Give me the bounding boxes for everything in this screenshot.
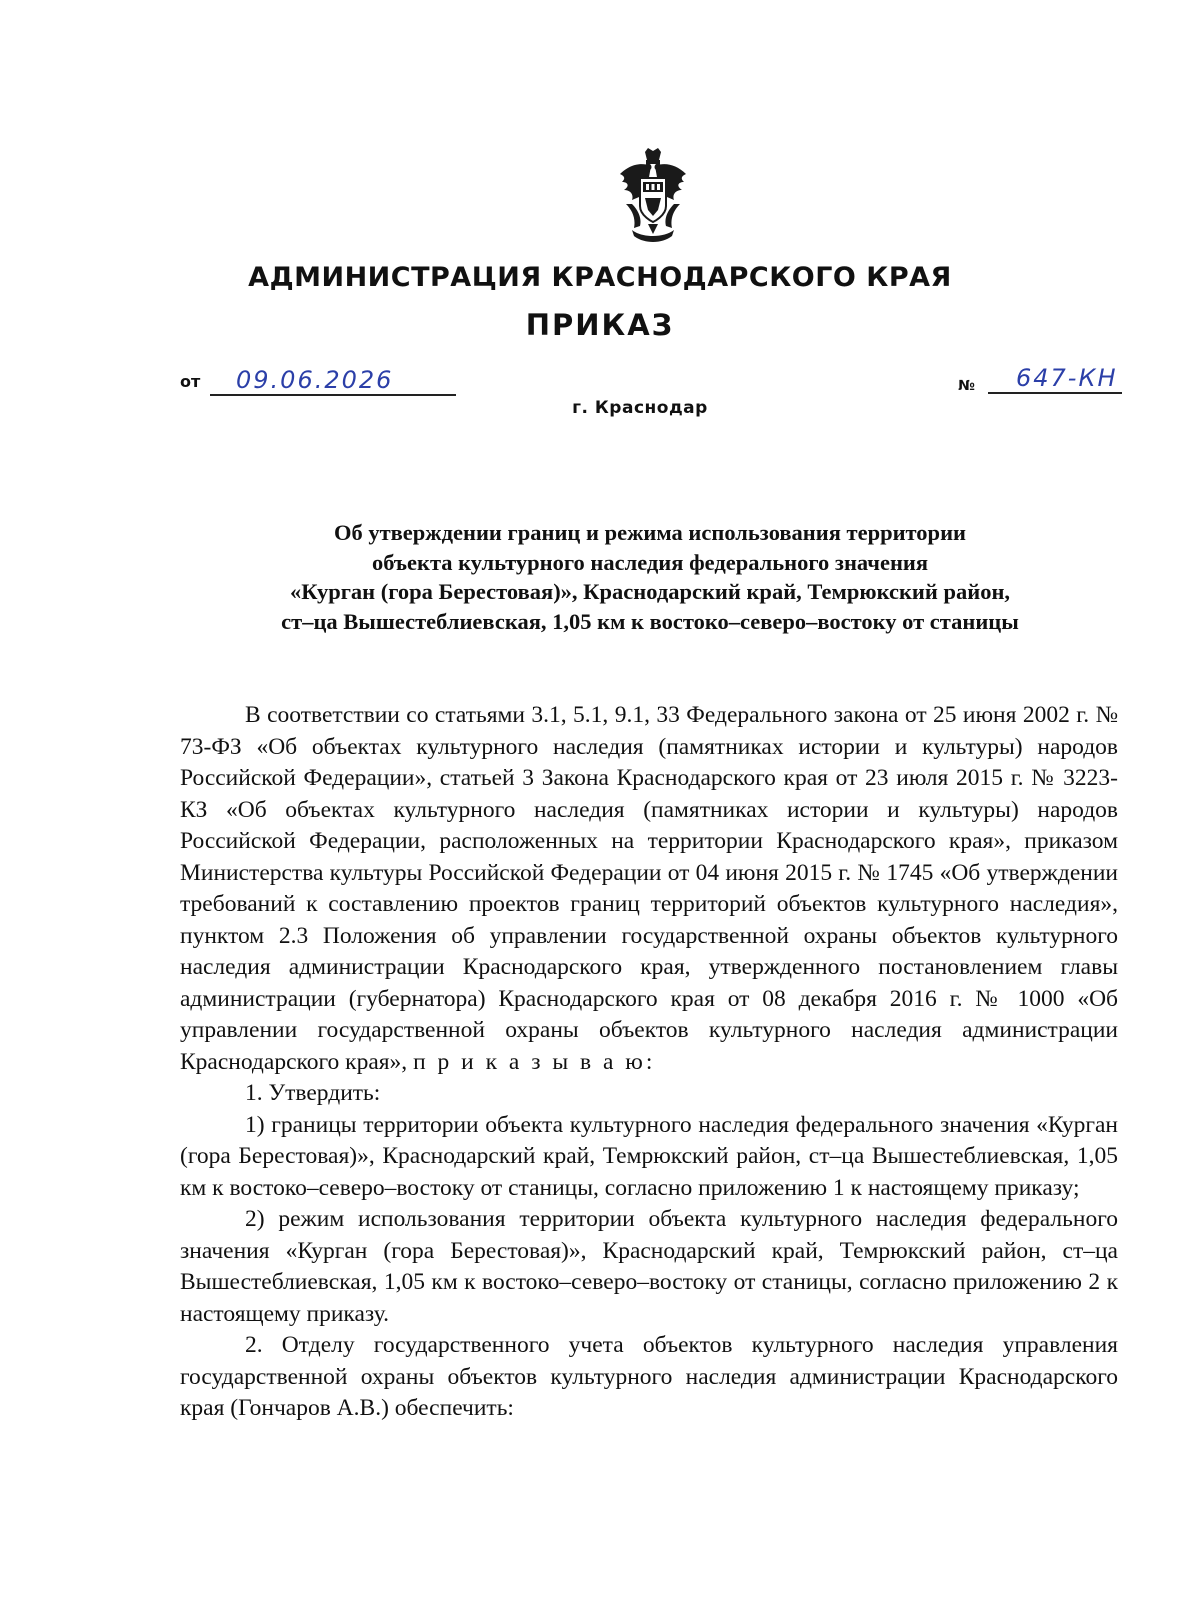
number-label: № bbox=[958, 378, 975, 394]
item-1-1: 1) границы территории объекта культурного наследия федерального значения «Курган (гора Берестовая)», Краснодарский край, Темрюкский район, ст–ца Вышестеблиевская, 1,05 км к востоко–северо–востоку от станицы, согласно приложению 1 к настоящему приказу; bbox=[180, 1111, 1118, 1201]
date-field bbox=[210, 368, 456, 396]
handwritten-number: 647-КН bbox=[1016, 364, 1118, 392]
city-name: г. Краснодар bbox=[572, 398, 708, 418]
date-label: от bbox=[180, 372, 201, 391]
title-line: «Курган (гора Берестовая)», Краснодарский край, Темрюкский район, bbox=[289, 579, 1011, 604]
order-word: п р и к а з ы в а ю: bbox=[413, 1048, 656, 1075]
preamble-text: В соответствии со статьями 3.1, 5.1, 9.1, 33 Федерального закона от 25 июня 2002 г. № 73-ФЗ «Об объектах культурного наследия (памятниках истории и культуры) народов Российской Федерации», статьей 3 Закона Краснодарского края от 23 июля 2015 г. № 3223-КЗ «Об объектах культурного наследия (памятниках истории и культуры) народов Российской Федерации, расположенных на территории Краснодарского края», приказом Министерства культуры Российской Федерации от 04 июня 2015 г. № 1745 «Об утверждении требований к составлению проектов границ территорий объектов культурного наследия», пунктом 2.3 Положения об управлении государственной охраны объектов культурного наследия администрации Краснодарского края, утвержденного постановлением главы администрации (губернатора) Краснодарского края от 08 декабря 2016 г. № 1000 «Об управлении государственной охраны объектов культурного наследия администрации Краснодарского края», bbox=[180, 702, 1118, 1075]
title-line: Об утверждении границ и режима использования территории bbox=[333, 520, 967, 545]
preamble-paragraph bbox=[180, 700, 1118, 1078]
organization-name: АДМИНИСТРАЦИЯ КРАСНОДАРСКОГО КРАЯ bbox=[248, 262, 952, 293]
item-1: 1. Утвердить: bbox=[245, 1080, 381, 1106]
handwritten-date: 09.06.2026 bbox=[236, 366, 394, 394]
document-title bbox=[170, 518, 1130, 636]
coat-of-arms-icon bbox=[612, 148, 694, 246]
title-line: ст–ца Вышестеблиевская, 1,05 км к востоко–северо–востоку от станицы bbox=[281, 608, 1019, 634]
document-type: ПРИКАЗ bbox=[525, 308, 675, 342]
number-field bbox=[988, 366, 1122, 394]
item-2: 2. Отделу государственного учета объектов культурного наследия управления государственной охраны объектов культурного наследия администрации Краснодарского края (Гончаров А.В.) обеспечить: bbox=[180, 1332, 1118, 1421]
item-1-2: 2) режим использования территории объекта культурного наследия федерального значения «Курган (гора Берестовая)», Краснодарский край, Темрюкский район, ст–ца Вышестеблиевская, 1,05 км к востоко–северо–востоку от станицы, согласно приложению 2 к настоящему приказу. bbox=[180, 1206, 1118, 1327]
document-body bbox=[180, 700, 1118, 1425]
title-line: объекта культурного наследия федерального значения bbox=[371, 549, 929, 575]
